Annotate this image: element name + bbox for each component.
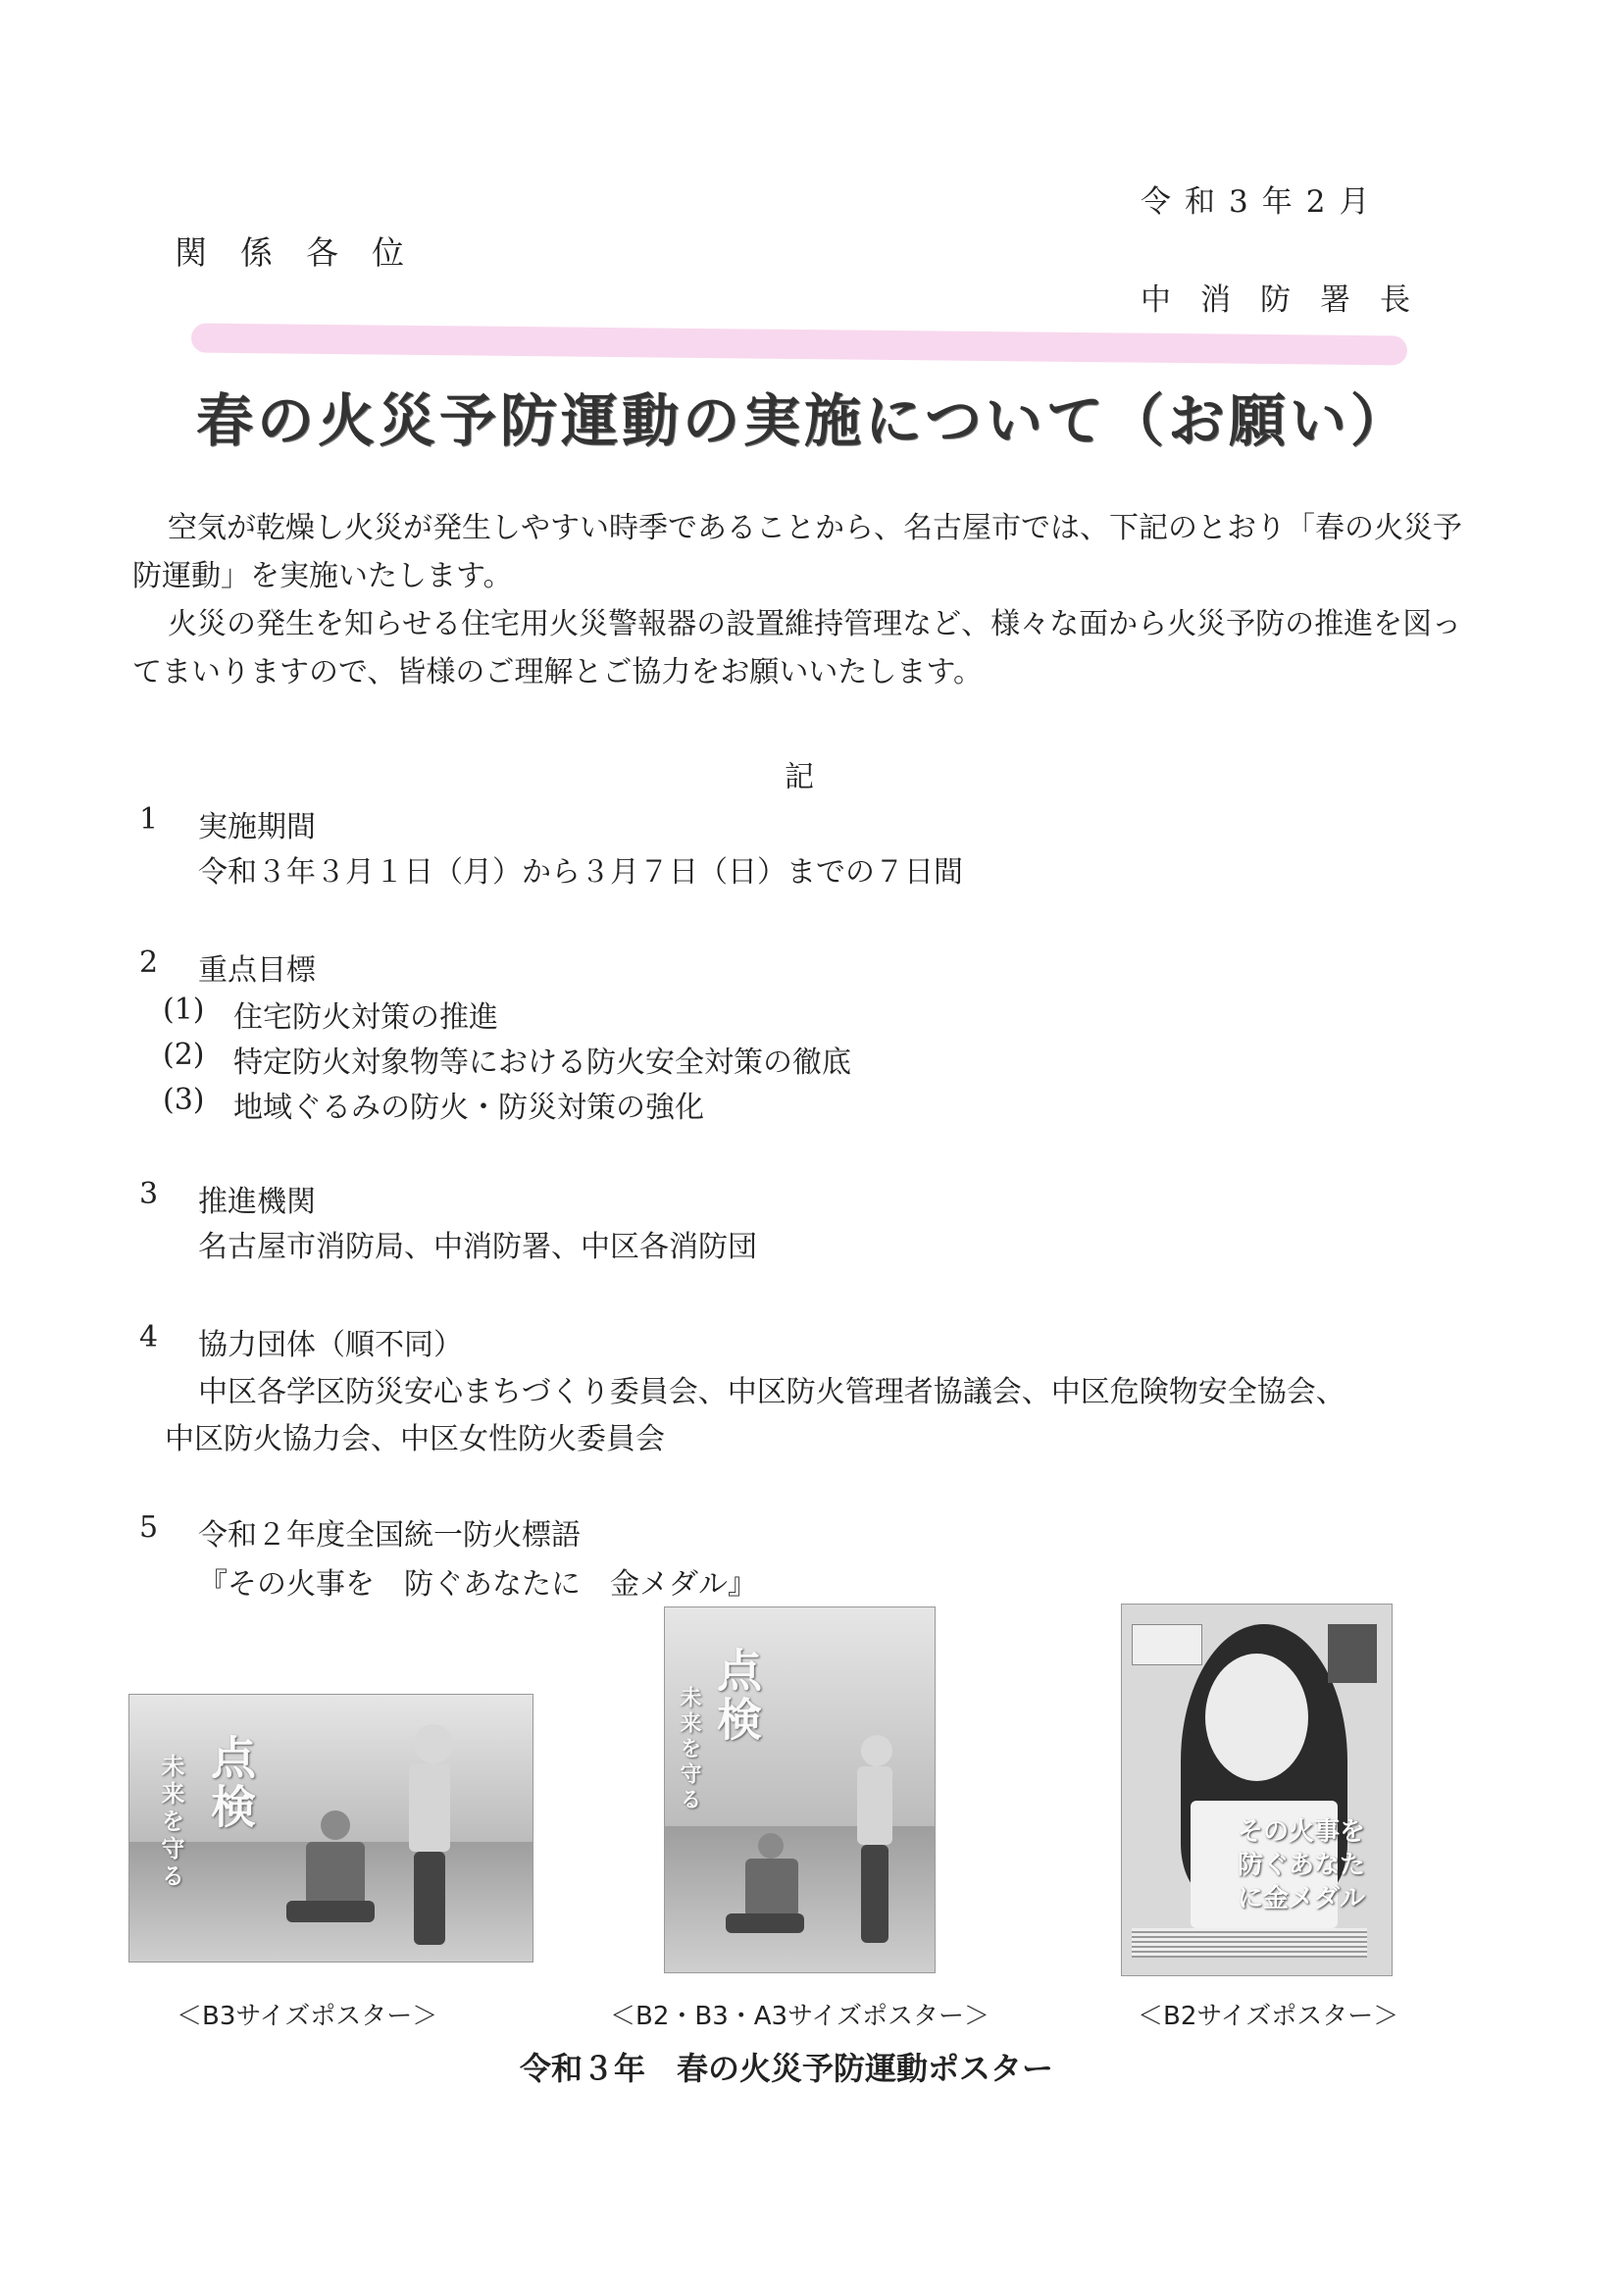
document-title: 春の火災予防運動の実施について（お願い）: [196, 387, 1411, 454]
section-5-heading: 令和２年度全国統一防火標語: [198, 1518, 581, 1553]
section-2-number: 2: [139, 945, 159, 980]
section-2-item-1-number: (1): [163, 993, 205, 1027]
poster-section-title: 令和３年 春の火災予防運動ポスター: [520, 2050, 1054, 2087]
intro-paragraph-2: 火災の発生を知らせる住宅用火災警報器の設置維持管理など、様々な面から火災予防の推進を図ってまいりますので、皆様のご理解とご協力をお願いいたします。: [132, 607, 1462, 689]
section-4-number: 4: [139, 1320, 159, 1354]
section-2-heading: 重点目標: [198, 953, 316, 988]
ki-marker: 記: [785, 760, 814, 794]
poster-b2-b3-a3-vertical-title: 点検: [710, 1647, 763, 1745]
section-2-item-3-number: (3): [163, 1083, 205, 1117]
poster-b3-vertical-title: 点検: [204, 1734, 257, 1832]
section-5-number: 5: [139, 1510, 159, 1545]
section-2-item-3-text: 地域ぐるみの防火・防災対策の強化: [233, 1091, 704, 1125]
intro-text: [132, 504, 1491, 696]
section-1-heading: 実施期間: [198, 810, 316, 844]
poster-b3-image: [128, 1694, 533, 1963]
section-3-heading: 推進機関: [198, 1185, 316, 1219]
poster-b2-image: [1121, 1604, 1393, 1976]
section-2-item-1-text: 住宅防火対策の推進: [233, 1000, 498, 1035]
poster-b2-b3-a3-vertical-subtitle: 未来を守る: [677, 1686, 702, 1813]
section-2-item-2-text: 特定防火対象物等における防火安全対策の徹底: [233, 1045, 851, 1080]
intro-paragraph-1: 空気が乾燥し火災が発生しやすい時季であることから、名古屋市では、下記のとおり「春の火災予防運動」を実施いたします。: [132, 511, 1462, 593]
document-date: 令和3年2月: [1141, 184, 1384, 220]
section-1-text: 令和３年３月１日（月）から３月７日（日）までの７日間: [198, 855, 963, 890]
section-2-item-2-number: (2): [163, 1038, 205, 1072]
section-4-text-line-1: 中区各学区防災安心まちづくり委員会、中区防火管理者協議会、中区危険物安全協会、: [198, 1375, 1345, 1409]
poster-b2-slogan: その火事を防ぐあなたに金メダル: [1238, 1817, 1366, 1913]
poster-b2-caption: ＜B2サイズポスター＞: [1138, 2002, 1399, 2031]
addressee: 関係各位: [175, 233, 437, 272]
section-4-text-line-2: 中区防火協力会、中区女性防火委員会: [165, 1422, 665, 1456]
section-4-heading: 協力団体（順不同）: [198, 1328, 463, 1362]
poster-b3-caption: ＜B3サイズポスター＞: [177, 2002, 438, 2031]
highlighter-mark: [191, 324, 1407, 366]
section-1-number: 1: [139, 802, 159, 837]
sender: 中消防署長: [1141, 282, 1440, 318]
section-3-number: 3: [139, 1177, 159, 1211]
section-3-text: 名古屋市消防局、中消防署、中区各消防団: [198, 1230, 757, 1264]
poster-b2-b3-a3-caption: ＜B2・B3・A3サイズポスター＞: [610, 2002, 990, 2031]
poster-b3-vertical-subtitle: 未来を守る: [157, 1754, 185, 1891]
poster-b2-b3-a3-image: [664, 1606, 936, 1973]
slogan: 『その火事を 防ぐあなたに 金メダル』: [198, 1567, 757, 1602]
